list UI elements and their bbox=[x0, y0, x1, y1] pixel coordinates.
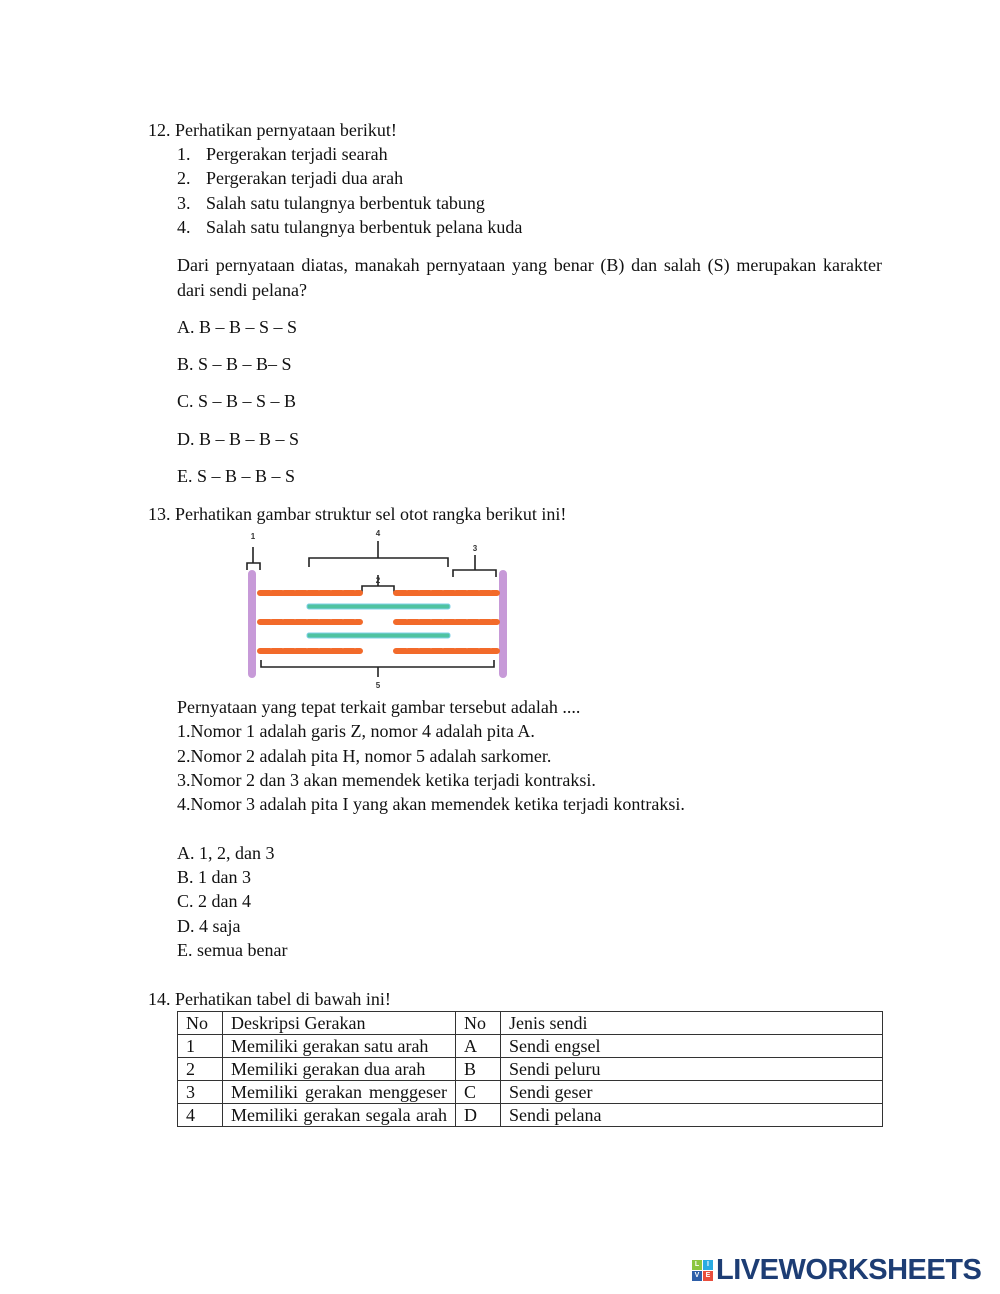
logo-icon bbox=[692, 1260, 713, 1281]
thin-filaments bbox=[260, 593, 497, 651]
q12-num-4: 4. bbox=[177, 217, 191, 237]
q13-option-e[interactable]: E. semua benar bbox=[177, 940, 288, 960]
cell: B bbox=[456, 1058, 501, 1081]
header-no-2: No bbox=[456, 1012, 501, 1035]
q12-item-4: Salah satu tulangnya berbentuk pelana kuda bbox=[206, 217, 523, 237]
q12-option-a[interactable]: A. B – B – S – S bbox=[177, 317, 298, 337]
logo-letter: E bbox=[703, 1271, 713, 1281]
q12-item-1: Pergerakan terjadi searah bbox=[206, 144, 388, 164]
cell: 1 bbox=[178, 1035, 223, 1058]
table-row bbox=[178, 1035, 883, 1058]
logo-letter: I bbox=[703, 1260, 713, 1270]
cell: D bbox=[456, 1104, 501, 1127]
z-line-right bbox=[499, 570, 507, 678]
cell: 2 bbox=[178, 1058, 223, 1081]
q13-statement-1: 1.Nomor 1 adalah garis Z, nomor 4 adalah pita A. bbox=[177, 721, 535, 741]
header-description: Deskripsi Gerakan bbox=[223, 1012, 456, 1035]
q12-option-e[interactable]: E. S – B – B – S bbox=[177, 466, 296, 486]
table-row bbox=[178, 1104, 883, 1127]
cell: Sendi geser bbox=[501, 1081, 883, 1104]
liveworksheets-logo bbox=[692, 1254, 981, 1287]
q13-option-a[interactable]: A. 1, 2, dan 3 bbox=[177, 843, 275, 863]
cell: Memiliki gerakan menggeser bbox=[223, 1081, 456, 1104]
q13-title: 13. Perhatikan gambar struktur sel otot rangka berikut ini! bbox=[148, 504, 567, 524]
q12-num-3: 3. bbox=[177, 193, 191, 213]
q13-statement-4: 4.Nomor 3 adalah pita I yang akan memendek ketika terjadi kontraksi. bbox=[177, 794, 685, 814]
z-line-left bbox=[248, 570, 256, 678]
q12-title: 12. Perhatikan pernyataan berikut! bbox=[148, 120, 397, 140]
cell: Sendi pelana bbox=[501, 1104, 883, 1127]
header-joint-type: Jenis sendi bbox=[501, 1012, 883, 1035]
logo-letter: V bbox=[692, 1271, 702, 1281]
cell: Sendi peluru bbox=[501, 1058, 883, 1081]
cell: C bbox=[456, 1081, 501, 1104]
q12-question: Dari pernyataan diatas, manakah pernyataan yang benar (B) dan salah (S) merupakan karakter dari sendi pelana? bbox=[177, 255, 882, 300]
q12-num-2: 2. bbox=[177, 168, 191, 188]
label-2: 2 bbox=[375, 576, 381, 585]
cell: Memiliki gerakan segala arah bbox=[223, 1104, 456, 1127]
joint-table bbox=[177, 1011, 883, 1127]
q12-num-1: 1. bbox=[177, 144, 191, 164]
q12-option-c[interactable]: C. S – B – S – B bbox=[177, 391, 297, 411]
q13-option-b[interactable]: B. 1 dan 3 bbox=[177, 867, 251, 887]
q12-option-b[interactable]: B. S – B – B– S bbox=[177, 354, 292, 374]
logo-letter: L bbox=[692, 1260, 702, 1270]
label-1: 1 bbox=[250, 532, 256, 541]
logo-text: LIVEWORKSHEETS bbox=[716, 1254, 982, 1286]
cell: Sendi engsel bbox=[501, 1035, 883, 1058]
table-row bbox=[178, 1058, 883, 1081]
cell: A bbox=[456, 1035, 501, 1058]
q14-title: 14. Perhatikan tabel di bawah ini! bbox=[148, 989, 391, 1009]
label-4: 4 bbox=[375, 529, 381, 538]
cell: Memiliki gerakan satu arah bbox=[223, 1035, 456, 1058]
cell: Memiliki gerakan dua arah bbox=[223, 1058, 456, 1081]
q13-option-c[interactable]: C. 2 dan 4 bbox=[177, 891, 251, 911]
q12-option-d[interactable]: D. B – B – B – S bbox=[177, 429, 300, 449]
header-no: No bbox=[178, 1012, 223, 1035]
q12-item-3: Salah satu tulangnya berbentuk tabung bbox=[206, 193, 485, 213]
q13-question: Pernyataan yang tepat terkait gambar tersebut adalah .... bbox=[177, 697, 581, 717]
cell: 3 bbox=[178, 1081, 223, 1104]
q12-item-2: Pergerakan terjadi dua arah bbox=[206, 168, 404, 188]
table-row bbox=[178, 1081, 883, 1104]
sarcomere-diagram bbox=[230, 525, 520, 695]
q13-option-d[interactable]: D. 4 saja bbox=[177, 916, 241, 936]
q13-statement-3: 3.Nomor 2 dan 3 akan memendek ketika terjadi kontraksi. bbox=[177, 770, 596, 790]
label-5: 5 bbox=[375, 681, 381, 690]
label-3: 3 bbox=[472, 544, 478, 553]
q13-statement-2: 2.Nomor 2 adalah pita H, nomor 5 adalah sarkomer. bbox=[177, 746, 552, 766]
cell: 4 bbox=[178, 1104, 223, 1127]
table-header-row bbox=[178, 1012, 883, 1035]
